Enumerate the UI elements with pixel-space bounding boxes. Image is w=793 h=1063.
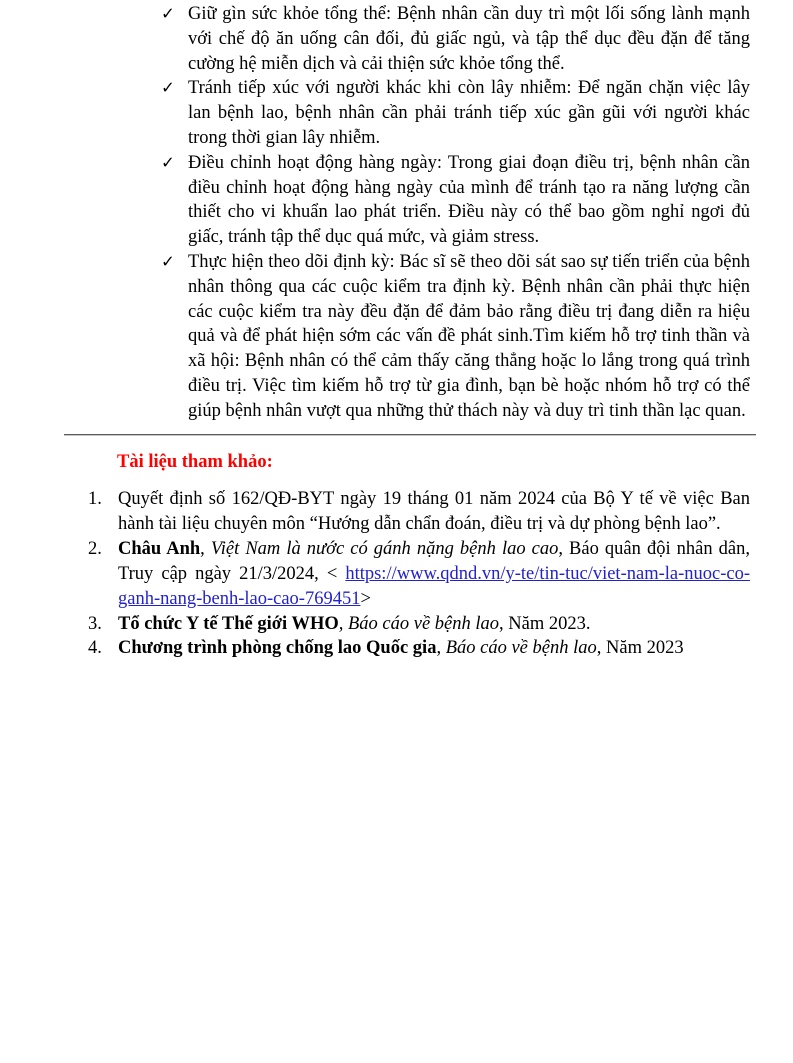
- checklist-item-text: Thực hiện theo dõi định kỳ: Bác sĩ sẽ theo dõi sát sao sự tiến triển của bệnh nhân thông qua các cuộc kiểm tra định kỳ. Bệnh nhân cần phải thực hiện các cuộc kiểm tra này đều đặn để đảm bảo rằng điều trị đang diễn ra hiệu quả và để phát hiện sớm các vấn đề phát sinh.Tìm kiếm hỗ trợ tinh thần và xã hội: Bệnh nhân có thể cảm thấy căng thẳng hoặc lo lắng trong quá trình điều trị. Việc tìm kiếm hỗ trợ từ gia đình, bạn bè hoặc nhóm hỗ trợ có thể giúp bệnh nhân vượt qua những thử thách này và duy trì tinh thần lạc quan.: [188, 251, 750, 421]
- reference-text-segment: , Năm 2023.: [499, 613, 591, 634]
- reference-text-segment: , Báo quân đội nhân dân, Truy cập ngày 21/3/2024, <: [118, 538, 751, 584]
- reference-text: [118, 614, 591, 634]
- reference-item: [88, 537, 750, 612]
- reference-text-segment: Châu Anh: [118, 538, 201, 559]
- reference-text: [118, 489, 750, 534]
- references-list: [88, 487, 750, 661]
- reference-text-segment: Quyết định số 162/QĐ-BYT ngày 19 tháng 01 năm 2024 của Bộ Y tế về việc Ban hành tài liệu chuyên môn “Hướng dẫn chẩn đoán, điều trị và dự phòng bệnh lao”.: [118, 489, 750, 534]
- reference-link[interactable]: https://www.qdnd.vn/y-te/tin-tuc/viet-nam-la-nuoc-co-ganh-nang-benh-lao-cao-769451: [118, 563, 750, 609]
- checklist-item-text: Giữ gìn sức khỏe tổng thể: Bệnh nhân cần duy trì một lối sống lành mạnh với chế độ ăn uống cân đối, đủ giấc ngủ, và tập thể dục đều đặn để tăng cường hệ miễn dịch và cải thiện sức khỏe tổng thể.: [188, 4, 750, 74]
- reference-text: [118, 539, 750, 609]
- reference-item: [88, 612, 750, 637]
- reference-number: 1.: [88, 489, 102, 509]
- checkmark-icon: ✓: [161, 251, 175, 271]
- reference-text: [118, 638, 684, 658]
- reference-text-segment: ,: [436, 638, 446, 659]
- reference-item: [88, 636, 750, 661]
- reference-text-segment: ,: [200, 538, 211, 559]
- reference-text-segment: Tổ chức Y tế Thế giới WHO: [118, 613, 339, 634]
- checklist-item: [161, 2, 750, 76]
- reference-text-segment: Việt Nam là nước có gánh nặng bệnh lao cao: [210, 538, 559, 559]
- checklist-item-text: Điều chỉnh hoạt động hàng ngày: Trong giai đoạn điều trị, bệnh nhân cần điều chỉnh hoạt động hàng ngày của mình để tránh tạo ra năng lượng cần thiết cho vi khuẩn lao phát triển. Điều này có thể bao gồm nghỉ ngơi đủ giấc, tránh tập thể dục quá mức, và giảm stress.: [188, 152, 750, 248]
- checklist-item-text: Tránh tiếp xúc với người khác khi còn lây nhiễm: Để ngăn chặn việc lây lan bệnh lao, bệnh nhân cần phải tránh tiếp xúc gần gũi với người khác trong thời gian lây nhiễm.: [188, 78, 750, 148]
- reference-item: [88, 487, 750, 537]
- checkmark-icon: ✓: [161, 4, 175, 23]
- reference-text-segment: , Năm 2023: [596, 638, 684, 659]
- checklist-item: [161, 151, 750, 250]
- reference-text-segment: >: [360, 588, 371, 609]
- checklist-item: [161, 250, 750, 424]
- reference-text-segment: , Báo cáo về bệnh lao: [338, 613, 500, 634]
- reference-number: 3.: [88, 613, 102, 634]
- checklist-item: [161, 76, 750, 150]
- checkmark-icon: ✓: [161, 152, 175, 172]
- references-heading: Tài liệu tham khảo:: [117, 452, 273, 472]
- reference-number: 2.: [88, 538, 102, 559]
- reference-number: 4.: [88, 638, 102, 659]
- reference-text-segment: Chương trình phòng chống lao Quốc gia: [118, 638, 437, 659]
- checkmark-icon: ✓: [161, 78, 175, 98]
- horizontal-rule: [64, 434, 756, 436]
- checklist: [161, 2, 750, 424]
- reference-text-segment: Báo cáo về bệnh lao: [445, 638, 597, 659]
